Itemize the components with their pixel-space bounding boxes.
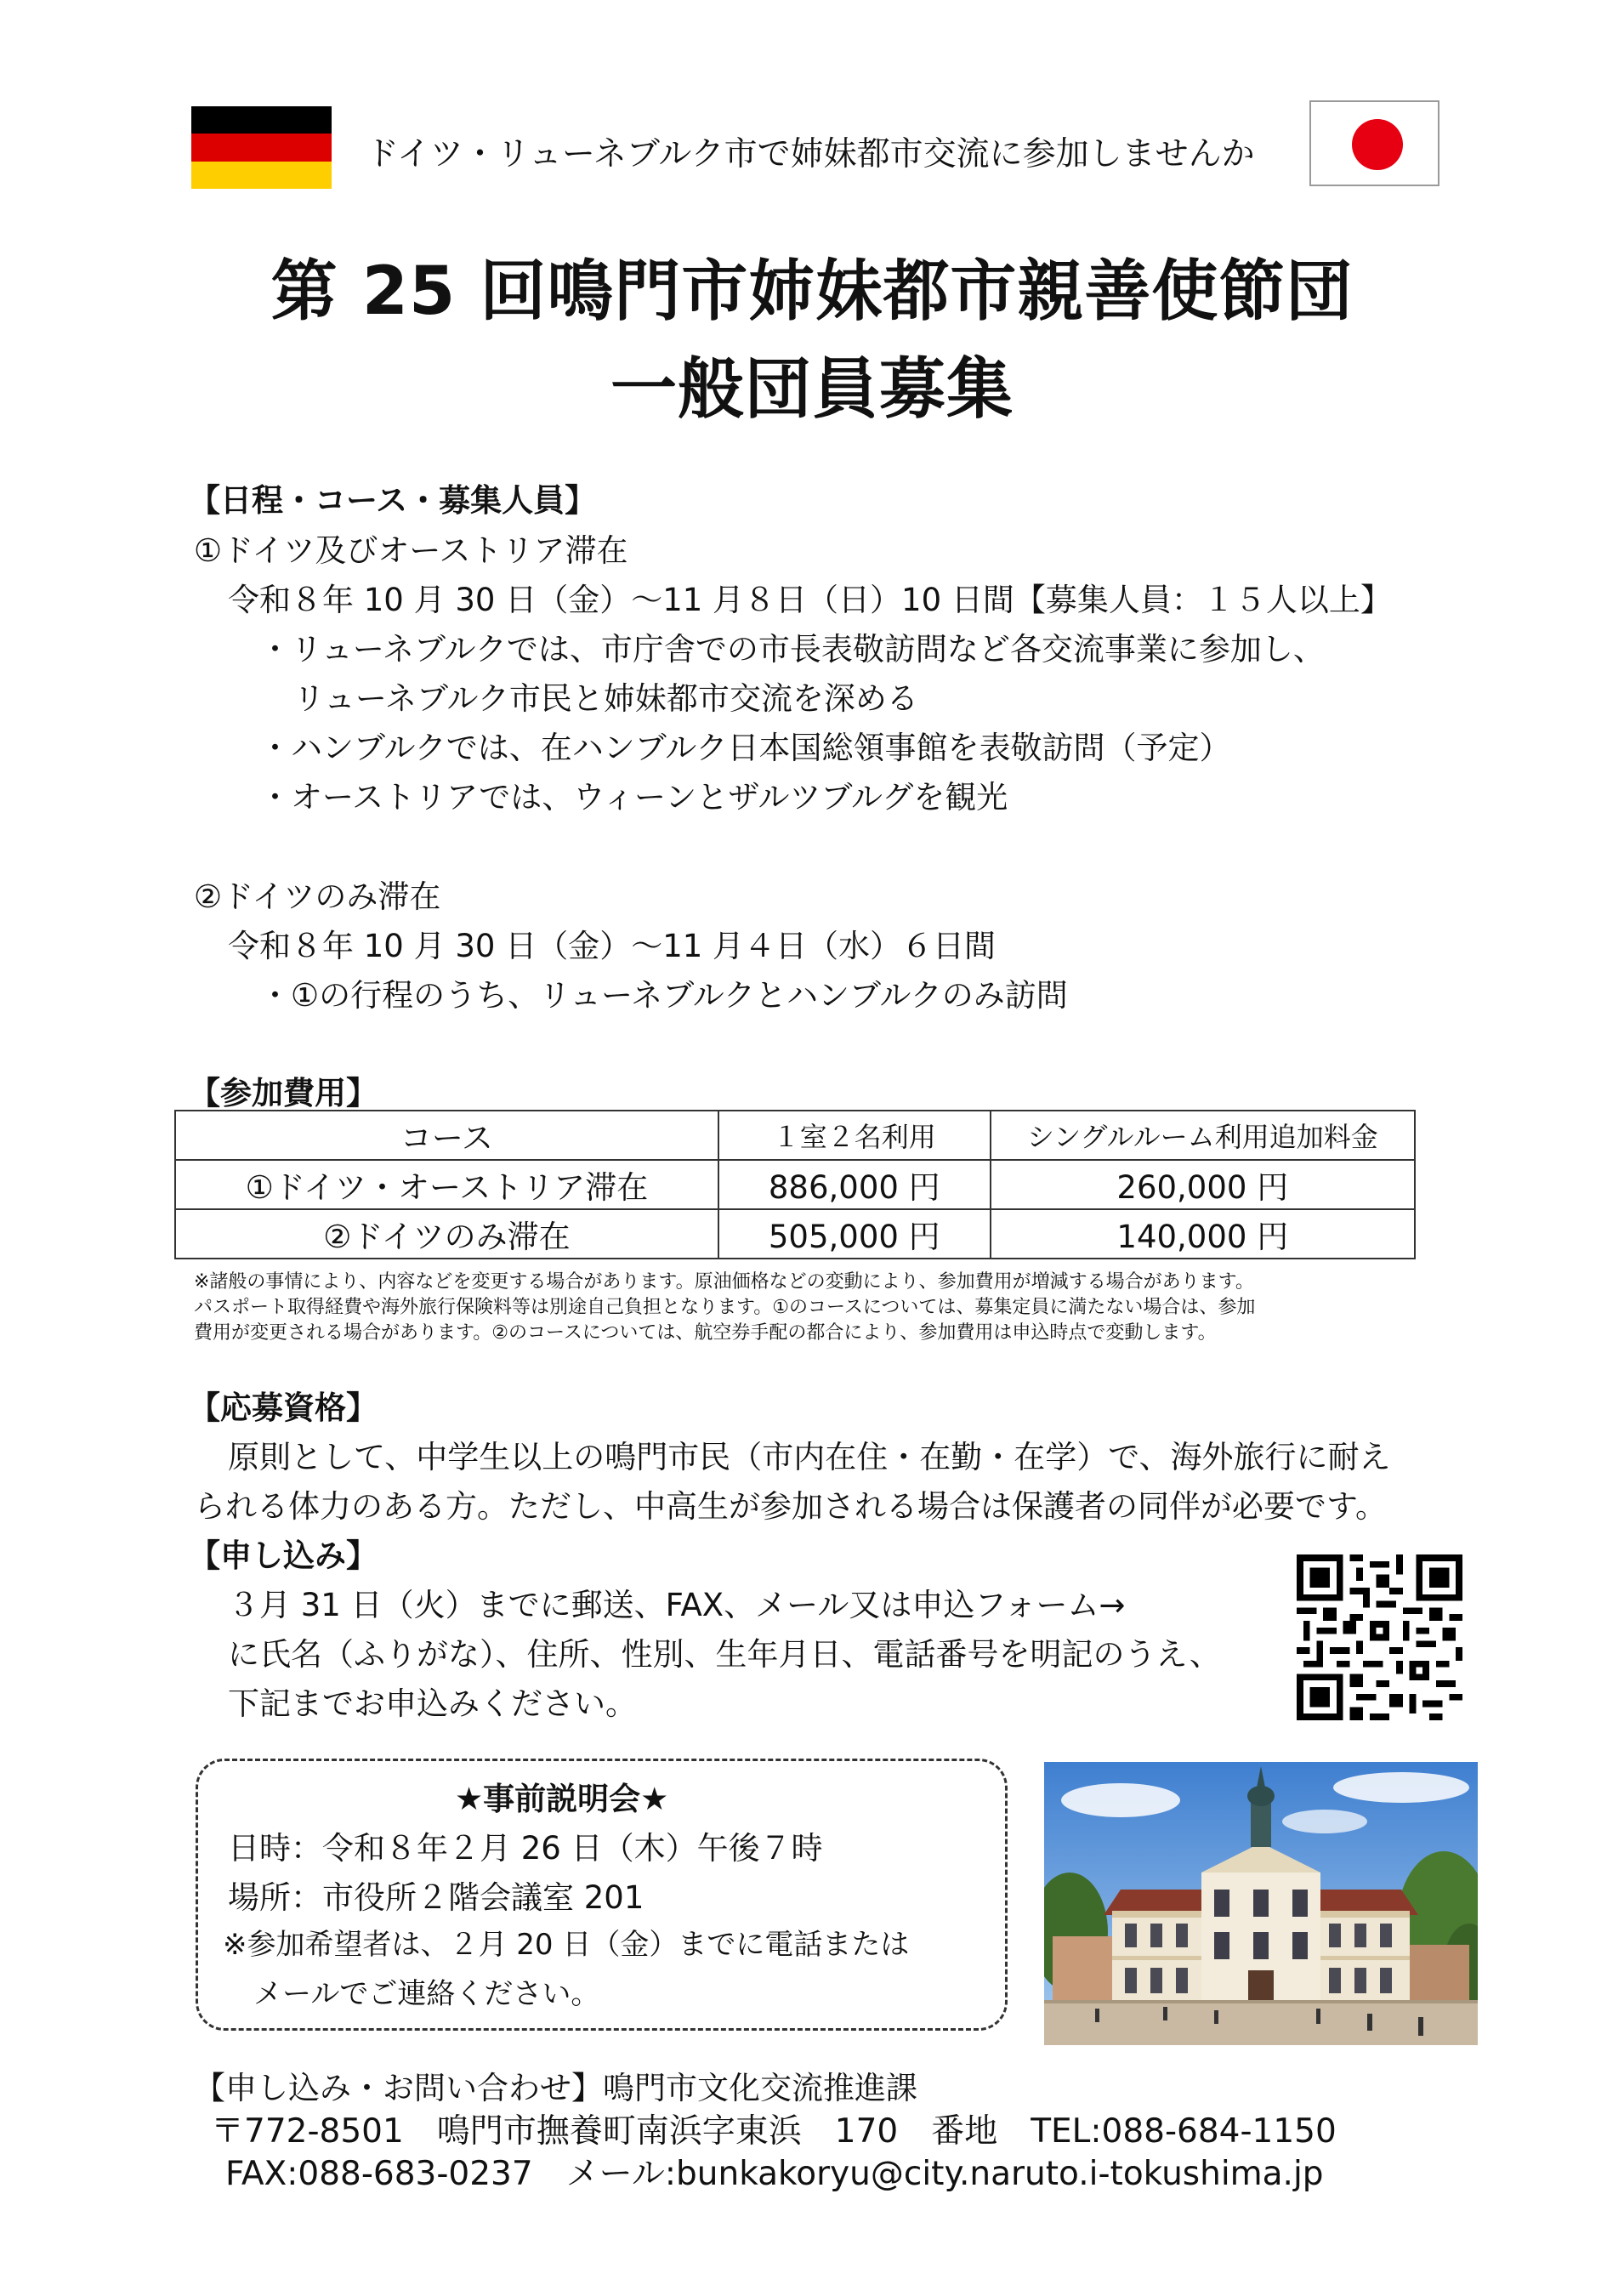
course1-bullet: ・ハンブルクでは、在ハンブルク日本国総領事館を表敬訪問（予定） — [259, 730, 1231, 766]
fees-heading: 【参加費用】 — [189, 1075, 378, 1111]
fee-table-header — [175, 1111, 1415, 1160]
course1-bullet-cont: リューネブルク市民と姉妹都市交流を深める — [293, 680, 918, 717]
briefing-place: 場所：市役所２階会議室 201 — [228, 1879, 644, 1916]
briefing-title: ★事前説明会★ — [455, 1781, 669, 1817]
germany-flag-icon — [191, 106, 332, 189]
column-header: コース — [175, 1111, 718, 1160]
briefing-datetime: 日時：令和８年２月 26 日（木）午後７時 — [228, 1830, 823, 1867]
fee-table — [174, 1110, 1416, 1259]
table-cell: ①ドイツ・オーストリア滞在 — [175, 1160, 718, 1209]
application-heading: 【申し込み】 — [189, 1537, 378, 1574]
briefing-note: メールでご連絡ください。 — [253, 1977, 600, 2011]
contact-address: 〒772-8501 鳴門市撫養町南浜字東浜 170 番地 TEL:088-684-1150 — [211, 2112, 1337, 2151]
eligibility-heading: 【応募資格】 — [189, 1390, 378, 1426]
application-text: ３月 31 日（火）までに郵送、FAX、メール又は申込フォーム→ — [228, 1587, 1126, 1623]
schedule-heading: 【日程・コース・募集人員】 — [189, 482, 597, 519]
page-title: 第 25 回鳴門市姉妹都市親善使節団 — [270, 253, 1354, 330]
table-row — [175, 1160, 1415, 1209]
table-cell: ②ドイツのみ滞在 — [175, 1209, 718, 1259]
course1-bullet: ・リューネブルクでは、市庁舎での市長表敬訪問など各交流事業に参加し、 — [259, 631, 1325, 668]
page-subtitle: 一般団員募集 — [610, 351, 1014, 428]
course1-dates: 令和８年 10 月 30 日（金）～11 月８日（日）10 日間【募集人員：１５人以上】 — [228, 582, 1392, 618]
table-cell: 260,000 円 — [991, 1160, 1415, 1209]
application-text: に氏名（ふりがな）、住所、性別、生年月日、電話番号を明記のうえ、 — [228, 1636, 1221, 1673]
town-hall-photo — [1044, 1762, 1478, 2045]
application-text: 下記までお申込みください。 — [228, 1685, 637, 1722]
course2-label: ②ドイツのみ滞在 — [194, 878, 441, 915]
eligibility-text: られる体力のある方。ただし、中高生が参加される場合は保護者の同伴が必要です。 — [194, 1488, 1388, 1525]
fee-note: パスポート取得経費や海外旅行保険料等は別途自己負担となります。①のコースについては、募集定員に満たない場合は、参加 — [194, 1297, 1256, 1318]
course1-bullet: ・オーストリアでは、ウィーンとザルツブルグを観光 — [259, 779, 1008, 816]
table-cell: 505,000 円 — [718, 1209, 991, 1259]
eligibility-text: 原則として、中学生以上の鳴門市民（市内在住・在勤・在学）で、海外旅行に耐え — [228, 1439, 1391, 1475]
tagline: ドイツ・リューネブルク市で姉妹都市交流に参加しませんか — [366, 135, 1255, 173]
briefing-note: ※参加希望者は、２月 20 日（金）までに電話または — [223, 1928, 910, 1962]
japan-flag-icon — [1309, 100, 1439, 186]
column-header: １室２名利用 — [718, 1111, 991, 1160]
table-row — [175, 1209, 1415, 1259]
table-cell: 140,000 円 — [991, 1209, 1415, 1259]
course2-dates: 令和８年 10 月 30 日（金）～11 月４日（水）６日間 — [228, 928, 997, 964]
qr-code-icon[interactable] — [1297, 1554, 1462, 1720]
fee-note: ※諸般の事情により、内容などを変更する場合があります。原油価格などの変動により、参加費用が増減する場合があります。 — [194, 1271, 1254, 1293]
course2-bullet: ・①の行程のうち、リューネブルクとハンブルクのみ訪問 — [259, 977, 1068, 1014]
contact-fax-email: FAX:088-683-0237 メール:bunkakoryu@city.naruto.i-tokushima.jp — [225, 2155, 1324, 2193]
fee-note: 費用が変更される場合があります。②のコースについては、航空券手配の都合により、参加費用は申込時点で変動します。 — [194, 1322, 1217, 1344]
table-cell: 886,000 円 — [718, 1160, 991, 1209]
contact-heading: 【申し込み・お問い合わせ】鳴門市文化交流推進課 — [194, 2070, 917, 2106]
column-header: シングルルーム利用追加料金 — [991, 1111, 1415, 1160]
course1-label: ①ドイツ及びオーストリア滞在 — [194, 532, 628, 569]
